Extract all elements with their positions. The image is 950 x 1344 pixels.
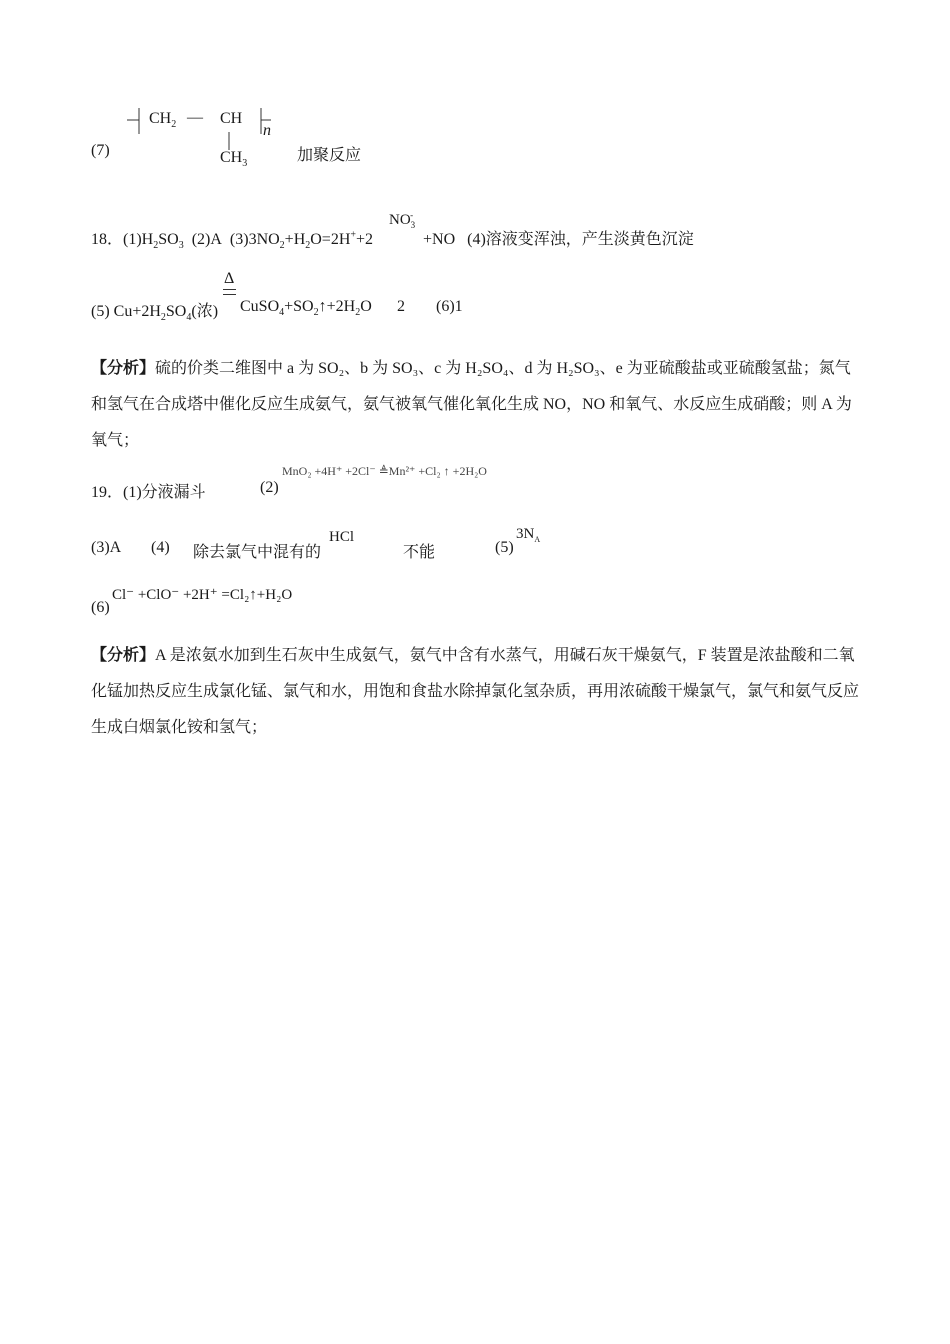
q18-p5-value: 2 [397,298,405,315]
no3-ion: $NO_3^-$ [389,210,416,230]
analysis-text: 硫的价类二维图中 a 为 SO₂、b 为 SO₃、c 为 H₂SO₄、d 为 H₂SO₃、e 为亚硫酸盐或亚硫酸氢盐；氮气和氢气在合成塔中催化反应生成氨气，氨气被氧气催化氧化生成 NO，NO 和氧气、水反应生成硝酸；则 A 为氧气； [91,360,852,449]
analysis-label: 【分析】 [91,647,156,664]
q18-line2: (5) $Cu+2H_2SO_4$(浓) [91,303,219,324]
q19-number: 19． [91,484,124,501]
reaction-type: 加聚反应 [297,147,362,164]
q19-p4-answer: 不能 [403,544,436,561]
bond-dash: — [187,109,203,126]
avogadro-number: $3N_A$ [516,526,541,544]
q19-p2: (2) [260,479,279,496]
repeat-n: n [263,122,271,139]
heat-equals-sign [223,289,236,295]
q18-number: 18． [91,231,124,248]
q19-p4: (4) [151,539,170,556]
polymer-structure [125,100,275,180]
ch2-group: $CH_2$ [149,110,177,131]
q18-line1-end: +NO (4)溶液变浑浊，产生淡黄色沉淀 [423,231,694,248]
q18-line1: 18．$(1)H_2SO_3$ (2)A $(3)3NO_2+H_2O=2H^++2$ [91,229,374,252]
ch3-group: $CH_3$ [220,149,248,170]
q18-analysis [91,351,861,459]
q18-p4: (4)溶液变浑浊，产生淡黄色沉淀 [467,231,694,248]
ch-group: CH [220,110,243,127]
q19-p4-text: 除去氯气中混有的 [193,544,322,561]
q19-p3: (3)A [91,539,122,556]
q19-p5: (5) [495,539,514,556]
analysis-text: A 是浓氨水加到生石灰中生成氨气，氨气中含有水蒸气，用碱石灰干燥氨气，F 装置是浓盐酸和二氧化锰加热反应生成氯化锰、氯气和水，用饱和食盐水除掉氯化氢杂质，再用浓硫酸干燥氯气，氯气和氨气反应生成白烟氯化铵和氢气； [91,647,860,736]
q18-p6: (6)1 [436,298,463,315]
q18-line2-products: $CuSO_4+SO_2↑+2H_2O$ [240,298,372,319]
hcl-formula: HCl [329,529,355,545]
delta-symbol: Δ [224,270,235,287]
q19-p6: (6) [91,599,110,616]
q7-label: (7) [91,142,110,159]
mno2-equation: MnO₂ +4H⁺ +2Cl⁻ ≜Mn²⁺ +Cl₂ ↑ +2H₂O [282,464,487,478]
q19-line1: 19．(1)分液漏斗 [91,484,206,501]
chlorine-equation: Cl⁻ +ClO⁻ +2H⁺ =Cl₂↑+H₂O [112,587,293,603]
analysis-label: 【分析】 [91,360,156,377]
q19-analysis [91,638,861,746]
q18-p2: (2)A [191,231,222,248]
